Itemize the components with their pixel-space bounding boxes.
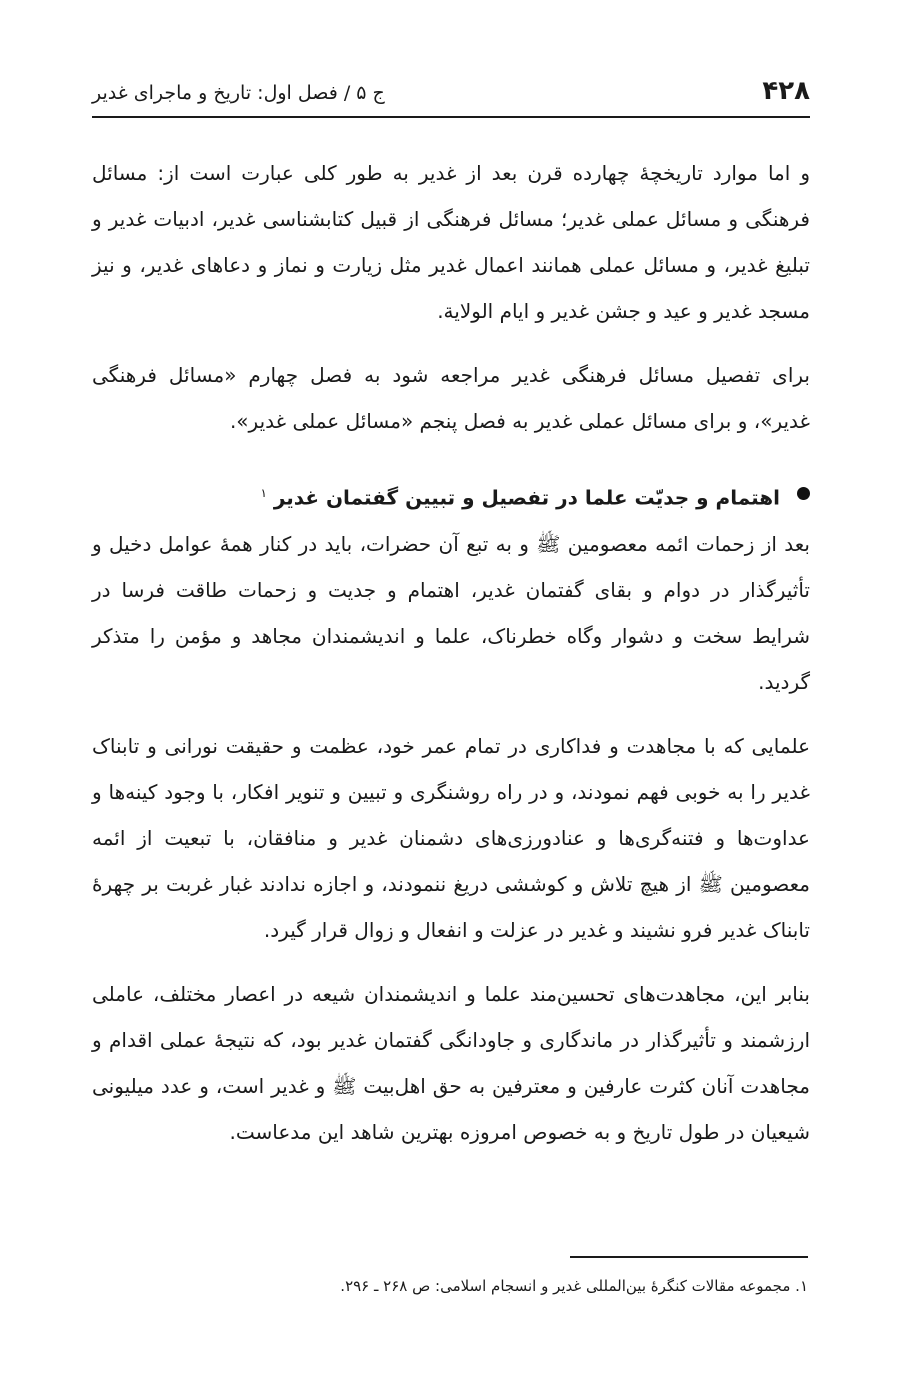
footnote-text: ۱. مجموعه مقالات کنگرهٔ بین‌المللی غدیر و انسجام اسلامی: ص ۲۶۸ ـ ۲۹۶. [340, 1277, 808, 1295]
page-body [92, 150, 810, 1155]
page-header [92, 72, 810, 118]
paragraph-scholars-effort: بعد از زحمات ائمه معصومین ﷺ و به تبع آن حضرات، باید در کنار همهٔ عوامل دخیل و تأثیرگذار در دوام و بقای گفتمان غدیر، اهتمام و جدیت و زحمات طاقت فرسا در شرایط سخت و دشوار وگاه خطرناک، علما و اندیشمندان مجاهد و مؤمن را متذکر گردید. [92, 531, 810, 694]
paragraph-scholars-sacrifice: علمایی که با مجاهدت و فداکاری در تمام عمر خود، عظمت و حقیقت نورانی و تابناک غدیر را به خوبی فهم نمودند، و در راه روشنگری و تبیین و تنویر افکار، با وجود کینه‌ها و عداوت‌ها و فتنه‌گری‌ها و عنادورزی‌های دشمنان غدیر و منافقان، با تبعیت از ائمه معصومین ﷺ از هیچ تلاش و کوششی دریغ ننمودند، و اجازه ندادند غبار غربت بر چهرهٔ تابناک غدیر فرو نشیند و غدیر در عزلت و انفعال و زوال قرار گیرد. [92, 733, 810, 942]
page-number: ۴۲۸ [762, 76, 810, 106]
section-heading-text: اهتمام و جدیّت علما در تفصیل و تبیین گفتمان غدیر [273, 485, 780, 510]
section-heading [92, 470, 810, 521]
running-head: ج ۵ / فصل اول: تاریخ و ماجرای غدیر [92, 82, 385, 104]
bullet-icon [797, 487, 810, 500]
paragraph-intro: و اما موارد تاریخچهٔ چهارده قرن بعد از غدیر به طور کلی عبارت است از: مسائل فرهنگی و مسائل عملی غدیر؛ مسائل فرهنگی از قبیل کتابشناسی غدیر، ادبیات غدیر و تبلیغ غدیر، و مسائل عملی همانند اعمال غدیر مثل زیارت و نماز و دعاهای غدیر، و نیز مسجد غدیر و عید و جشن غدیر و ایام الولایة. [92, 161, 810, 323]
paragraph-reference: برای تفصیل مسائل فرهنگی غدیر مراجعه شود به فصل چهارم «مسائل فرهنگی غدیر»، و برای مسائل عملی غدیر به فصل پنجم «مسائل عملی غدیر». [92, 363, 810, 433]
footnote-divider [570, 1256, 808, 1258]
paragraph-conclusion: بنابر این، مجاهدت‌های تحسین‌مند علما و اندیشمندان شیعه در اعصار مختلف، عاملی ارزشمند و تأثیرگذار در ماندگاری و جاودانگی گفتمان غدیر بود، که نتیجهٔ عملی اقدام و مجاهدت آنان کثرت عارفین و معترفین به حق اهل‌بیت ﷺ و غدیر است، و عدد میلیونی شیعیان در طول تاریخ و به خصوص امروزه بهترین شاهد این مدعاست. [92, 981, 810, 1144]
footnote-reference[interactable]: ۱ [260, 486, 267, 500]
